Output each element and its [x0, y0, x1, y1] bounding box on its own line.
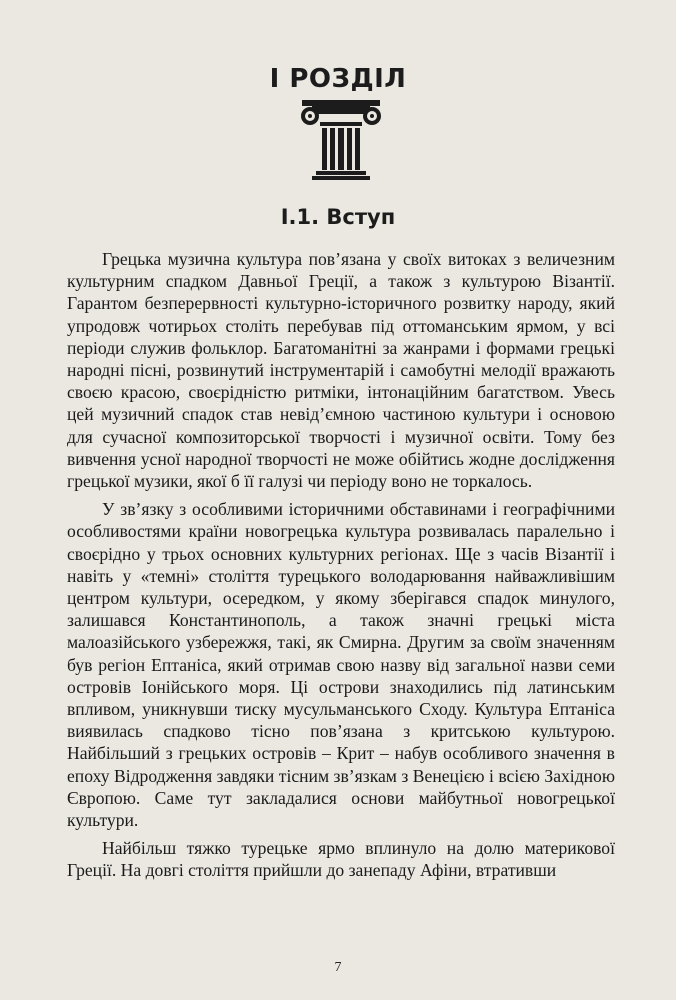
paragraph: У зв’язку з особливими історичними обставинами і географічними особливостями країни новогрецька культура розвивалась паралельно і своєрідно у трьох основних культурних регіонах. Ще з часів Візантії і навіть у «темні» століття турецького володарювання найважливішим центром культури, осередком, у якому зберігався спадок минулого, залишався Константинополь, а також значні грецькі міста малоазійського узбережжя, такі, як Смирна. Другим за своїм значенням був регіон Ептаніса, який отримав свою назву від загальної назви семи островів Іонійського моря. Ці острови знаходились під латинським впливом, уникнувши тиску мусульманського Сходу. Культура Ептаніса виявилась спадково тісно пов’язана з критською культурою. Найбільший з грецьких островів – Крит – набув особливого значення в епоху Відродження завдяки тісним зв’язкам з Венецією і всією Західною Європою. Саме тут закладалися основи майбутньої новогрецької культури.	[67, 499, 615, 831]
chapter-title: І РОЗДІЛ	[269, 64, 407, 94]
page-number: 7	[334, 960, 342, 975]
paragraph: Грецька музична культура пов’язана у своїх витоках з величезним культурним спадком Давньої Греції, а також з культурою Візантії. Гарантом безперервності культурно-історичного розвитку народу, який упродовж чотирьох століть перебував під оттоманським ярмом, у всі періоди служив фольклор. Багатоманітні за жанрами і формами грецькі народні пісні, розвинутий інструментарій і самобутні мелодії вражають своєю красою, своєрідністю ритміки, інтонаційним багатством. Увесь цей музичний спадок став невід’ємною частиною культури і основою для сучасної композиторської творчості і музичної освіти. Тому без вивчення усної народної творчості не може обійтись жодне дослідження грецької музики, якої б її галузі чи періоду воно не торкалось.	[67, 249, 615, 492]
paragraph: Найбільш тяжко турецьке ярмо вплинуло на долю материкової Греції. На довгі століття прийшли до занепаду Афіни, втративши	[67, 838, 615, 881]
ionic-column-icon	[300, 100, 382, 180]
body-text	[67, 248, 615, 882]
section-title: І.1. Вступ	[280, 205, 396, 229]
